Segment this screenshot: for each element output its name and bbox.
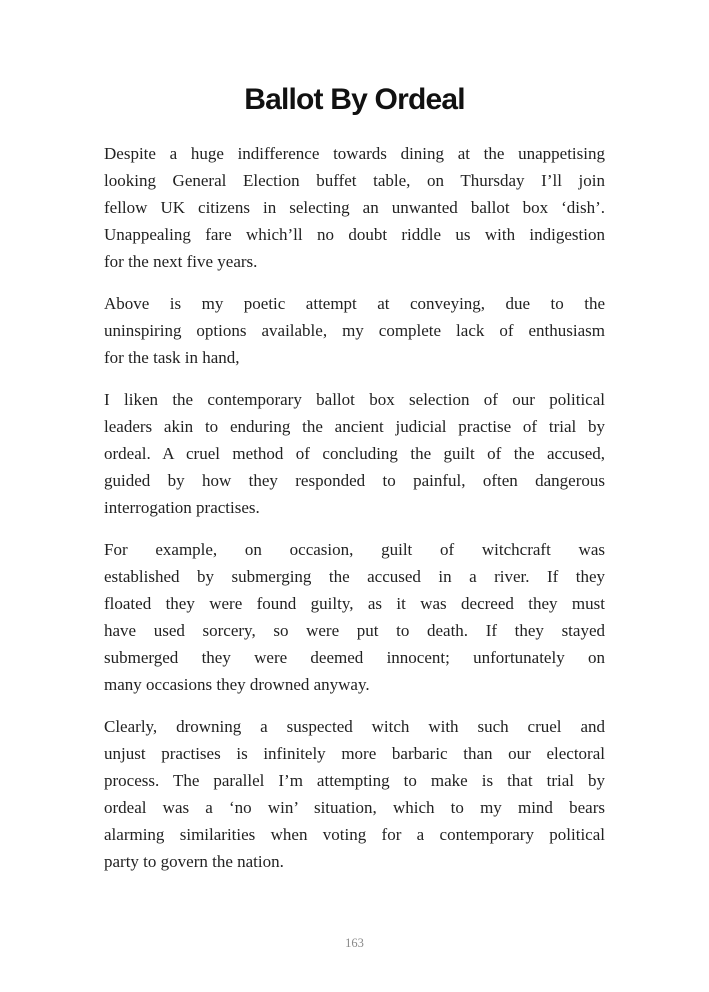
text-line: looking General Election buffet table, on Thursday I’ll join bbox=[104, 171, 605, 190]
text-line: have used sorcery, so were put to death. If they stayed bbox=[104, 621, 605, 640]
paragraph bbox=[104, 386, 605, 521]
paragraph bbox=[104, 140, 605, 275]
text-line: ordeal was a ‘no win’ situation, which to my mind bears bbox=[104, 798, 605, 817]
text-line: interrogation practises. bbox=[104, 498, 260, 517]
text-line: for the next five years. bbox=[104, 252, 258, 271]
text-line: guided by how they responded to painful, often dangerous bbox=[104, 471, 605, 490]
text-line: fellow UK citizens in selecting an unwanted ballot box ‘dish’. bbox=[104, 198, 605, 217]
paragraph bbox=[104, 290, 605, 371]
text-line: party to govern the nation. bbox=[104, 852, 284, 871]
text-line: process. The parallel I’m attempting to make is that trial by bbox=[104, 771, 605, 790]
text-line: ordeal. A cruel method of concluding the guilt of the accused, bbox=[104, 444, 605, 463]
text-line: alarming similarities when voting for a contemporary political bbox=[104, 825, 605, 844]
text-line: I liken the contemporary ballot box selection of our political bbox=[104, 390, 605, 409]
text-line: Above is my poetic attempt at conveying, due to the bbox=[104, 294, 605, 313]
page-body bbox=[104, 140, 605, 875]
paragraph bbox=[104, 536, 605, 698]
text-line: submerged they were deemed innocent; unfortunately on bbox=[104, 648, 605, 667]
text-line: established by submerging the accused in a river. If they bbox=[104, 567, 605, 586]
text-line: leaders akin to enduring the ancient judicial practise of trial by bbox=[104, 417, 605, 436]
text-line: Despite a huge indifference towards dining at the unappetising bbox=[104, 144, 605, 163]
text-line: uninspiring options available, my complete lack of enthusiasm bbox=[104, 321, 605, 340]
text-line: Clearly, drowning a suspected witch with such cruel and bbox=[104, 717, 605, 736]
text-line: many occasions they drowned anyway. bbox=[104, 675, 370, 694]
paragraph bbox=[104, 713, 605, 875]
text-line: For example, on occasion, guilt of witchcraft was bbox=[104, 540, 605, 559]
text-line: for the task in hand, bbox=[104, 348, 240, 367]
text-line: Unappealing fare which’ll no doubt riddle us with indigestion bbox=[104, 225, 605, 244]
text-line: unjust practises is infinitely more barbaric than our electoral bbox=[104, 744, 605, 763]
page-title: Ballot By Ordeal bbox=[244, 83, 465, 116]
page-number: 163 bbox=[345, 936, 364, 950]
text-line: floated they were found guilty, as it was decreed they must bbox=[104, 594, 605, 613]
